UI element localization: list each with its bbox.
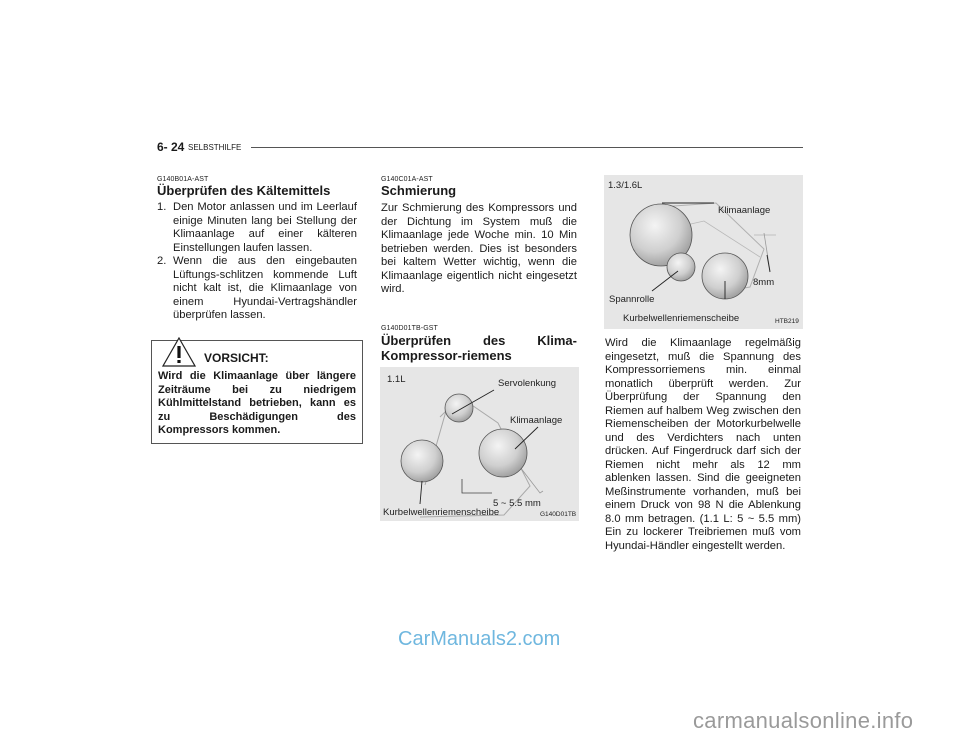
list-text: Wenn die aus den eingebauten Lüftungs-schlitzen kommende Luft nicht kalt ist, die Klimaanlage von einem Hyundai-Vertragshändler überprüfen lassen.	[173, 255, 357, 321]
list-number: 1.	[157, 201, 167, 213]
label-spannrolle: Spannrolle	[609, 294, 655, 305]
compressor-pulley	[479, 429, 527, 477]
servo-pulley	[445, 394, 473, 422]
section-title-lubrication: Schmierung	[381, 183, 457, 198]
label-deflection: 5 ~ 5.5 mm	[493, 498, 541, 509]
lubrication-text: Zur Schmierung des Kompressors und der Dichtung im System muß die Klimaanlage jede Woche min. 10 Min betrieben werden. Dies ist besonders bei kaltem Wetter wichtig, wenn die Klimaanlage eigentlich nicht eingesetzt wird.	[381, 202, 577, 295]
belt-figure-1-3l	[604, 175, 803, 329]
label-servolenkung: Servolenkung	[498, 378, 557, 389]
list-number: 2.	[157, 255, 167, 267]
warning-box	[151, 340, 363, 444]
tensioner-pulley	[667, 253, 695, 281]
label-klimaanlage: Klimaanlage	[718, 205, 771, 216]
section-title: SELBSTHILFE	[188, 143, 242, 152]
section-title-refrigerant: Überprüfen des Kältemittels	[157, 183, 331, 198]
belt-diagram	[604, 175, 803, 329]
footer-watermark: carmanualsonline.info	[693, 708, 914, 733]
refrigerant-steps	[157, 201, 357, 323]
section-title-belt-line1: Überprüfen des Klima-	[381, 333, 577, 348]
engine-label: 1.3/1.6L	[608, 180, 643, 191]
belt-tension-text: Wird die Klimaanlage regelmäßig eingesetzt, muß die Spannung des Kompressorriemens min. einmal monatlich überprüft werden. Zur Überprüfung der Spannung den Riemen auf halbem Weg zwischen den Riemenscheiben der Motorkurbelwelle und des Verdichters nach unten drücken. Auf Fingerdruck darf sich der Riemen nicht mehr als 12 mm ablenken lassen. Sind die geeigneten Meßinstrumente vorhanden, muß bei einem Druck von 98 N die Ablenkung 8.0 mm betragen. (1.1 L: 5 ~ 5.5 mm) Ein zu lockerer Treibriemen muß vom Hyundai-Händler eingestellt werden.	[605, 337, 801, 552]
figure-code: HTB219	[775, 318, 799, 325]
page-number: 6- 24	[157, 140, 185, 154]
section-code: G140B01A-AST	[157, 176, 209, 183]
label-kurbelwelle: Kurbelwellenriemenscheibe	[383, 507, 500, 518]
belt-figure-1-1l	[380, 367, 579, 521]
list-text: Den Motor anlassen und im Leerlauf einige Minuten lang bei Stellung der Klimaanlage auf einer kälteren Einstellungen laufen lassen.	[173, 201, 357, 254]
crankshaft-pulley	[401, 440, 443, 482]
label-klimaanlage: Klimaanlage	[510, 415, 563, 426]
list-item	[157, 255, 357, 323]
label-kurbelwelle: Kurbelwellenriemenscheibe	[623, 313, 740, 324]
warning-text: Wird die Klimaanlage über längere Zeiträume bei zu niedrigem Kühlmittelstand betrieben, kann es zu Beschädigungen des Kompressors kommen.	[158, 370, 356, 436]
figure-code: G140D01TB	[540, 511, 577, 518]
header-rule	[251, 147, 803, 148]
label-deflection: 8mm	[753, 277, 775, 288]
section-code: G140D01TB-GST	[381, 325, 438, 332]
page-header	[157, 140, 803, 156]
list-item	[157, 201, 357, 255]
engine-label: 1.1L	[387, 374, 406, 385]
belt-diagram	[380, 367, 579, 521]
section-title-belt-line2: Kompressor-riemens	[381, 348, 512, 363]
watermark-link[interactable]: CarManuals2.com	[398, 628, 561, 650]
warning-title: VORSICHT:	[204, 351, 269, 365]
section-code: G140C01A-AST	[381, 176, 433, 183]
warning-triangle-icon	[162, 337, 196, 367]
